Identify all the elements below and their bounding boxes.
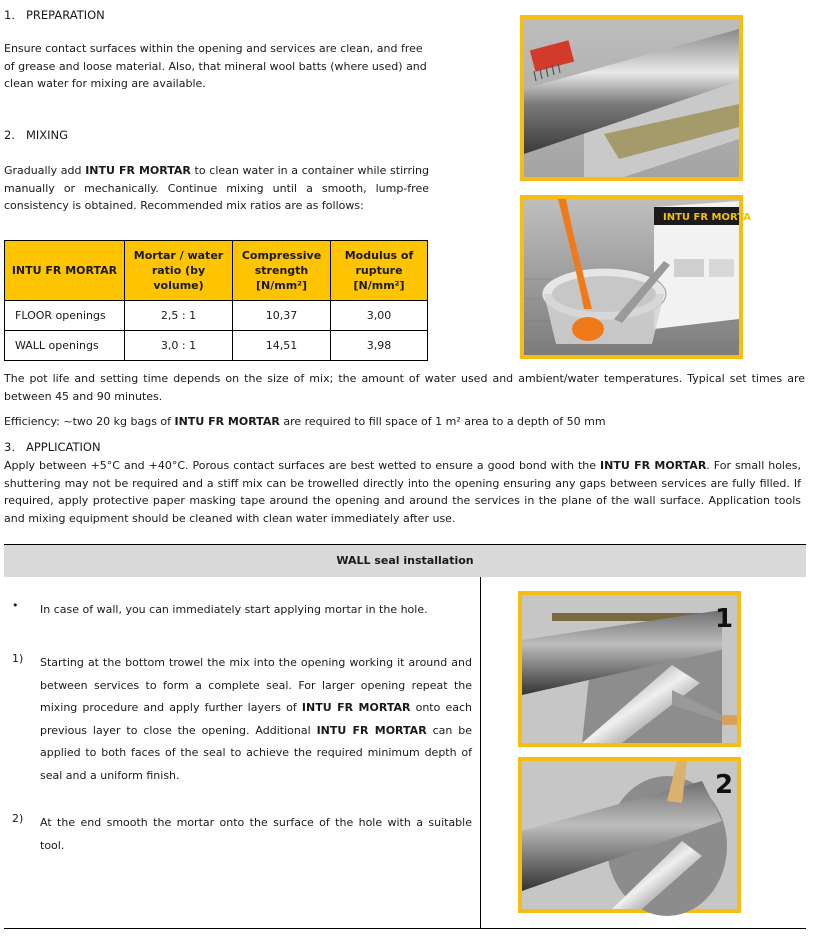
bullet-marker: • [12, 599, 19, 612]
mortar-bucket-illustration [524, 199, 752, 355]
bag-brand-label: INTU FR MORTA [663, 212, 752, 223]
section-3-title: APPLICATION [25, 440, 101, 454]
mix-ratio-table [4, 240, 428, 361]
install-bullet [4, 599, 472, 622]
install-step-2 [4, 812, 472, 857]
bullet-text: In case of wall, you can immediately start applying mortar in the hole. [40, 603, 428, 616]
column-divider [480, 577, 481, 929]
section-2-heading [4, 128, 68, 142]
trowel-illustration [522, 595, 737, 743]
product-name: INTU FR MORTAR [85, 164, 191, 177]
preparation-photo [520, 15, 743, 181]
section-3-body: Apply between +5°C and +40°C. Porous contact surfaces are best wetted to ensure a good bond with the INTU FR MORTAR. For small holes, shuttering may not be required and a stiff mix can be trowelled directly into the opening ensuring any gaps between services are fully filled. If required, apply protective paper masking tape around the opening and around the services in the plane of the wall surface. Application tools and mixing equipment should be cleaned with clean water immediately after use. [4, 459, 801, 525]
section-1-number: 1. [4, 8, 15, 22]
section-1-body: Ensure contact surfaces within the opening and services are clean, and free of grease and loose material. Also, that mineral wool batts (where used) and clean water for mixing are available. [4, 42, 427, 90]
section-2-title: MIXING [25, 128, 69, 142]
table-header-cell: INTU FR MORTAR [5, 241, 125, 301]
section-2-number: 2. [4, 128, 15, 142]
step-number-1: 1 [715, 604, 734, 634]
product-name: INTU FR MORTAR [301, 701, 411, 714]
table-cell: FLOOR openings [5, 301, 125, 331]
table-cell: 10,37 [233, 301, 331, 331]
install-step-1-photo [518, 591, 741, 747]
section-1-heading [4, 8, 105, 22]
product-name: INTU FR MORTAR [174, 415, 280, 428]
step-2-text: At the end smooth the mortar onto the surface of the hole with a suitable tool. [40, 816, 472, 852]
bottom-rule [4, 928, 806, 929]
table-cell: 2,5 : 1 [125, 301, 233, 331]
section-3-heading [4, 440, 101, 454]
table-row [5, 331, 428, 361]
install-step-2-photo [518, 757, 741, 913]
wall-installation-header: WALL seal installation [4, 544, 806, 577]
section-2-body: Gradually add INTU FR MORTAR to clean water in a container while stirring manually or mechanically. Continue mixing until a smooth, lump-free consistency is obtained. Recommended mix ratios are as follows: [4, 164, 429, 212]
install-step-1 [4, 652, 472, 787]
step-1-text: Starting at the bottom trowel the mix into the opening working it around and between services to form a complete seal. For larger opening repeat the mixing procedure and apply further layers of INTU FR MORTAR onto each previous layer to close the opening. Additional INTU FR MORTAR can be applied to both faces of the seal to achieve the required minimum depth of seal and a uniform finish. [40, 656, 472, 782]
table-cell: 3,00 [331, 301, 428, 331]
pot-life-text: The pot life and setting time depends on the size of mix; the amount of water used and ambient/water temperatures. Typical set times are between 45 and 90 minutes. [4, 372, 805, 403]
table-row [5, 301, 428, 331]
table-cell: WALL openings [5, 331, 125, 361]
step-1-marker: 1) [12, 652, 24, 665]
table-header-cell: Mortar / water ratio (by volume) [125, 241, 233, 301]
table-cell: 14,51 [233, 331, 331, 361]
table-header-cell: Modulus of rupture [N/mm²] [331, 241, 428, 301]
table-header-cell: Compressive strength [N/mm²] [233, 241, 331, 301]
table-cell: 3,98 [331, 331, 428, 361]
section-1-title: PREPARATION [25, 8, 105, 22]
step-number-2: 2 [715, 770, 734, 800]
section-3-number: 3. [4, 440, 15, 454]
step-2-marker: 2) [12, 812, 24, 825]
product-name: INTU FR MORTAR [316, 723, 427, 737]
trowel-illustration [522, 761, 737, 909]
product-name: INTU FR MORTAR [600, 459, 707, 472]
table-header-row [5, 241, 428, 301]
table-cell: 3,0 : 1 [125, 331, 233, 361]
pipe-illustration [524, 19, 739, 177]
efficiency-text: Efficiency: ~two 20 kg bags of INTU FR MORTAR are required to fill space of 1 m² area to a depth of 50 mm [4, 415, 606, 428]
mixing-photo [520, 195, 752, 359]
